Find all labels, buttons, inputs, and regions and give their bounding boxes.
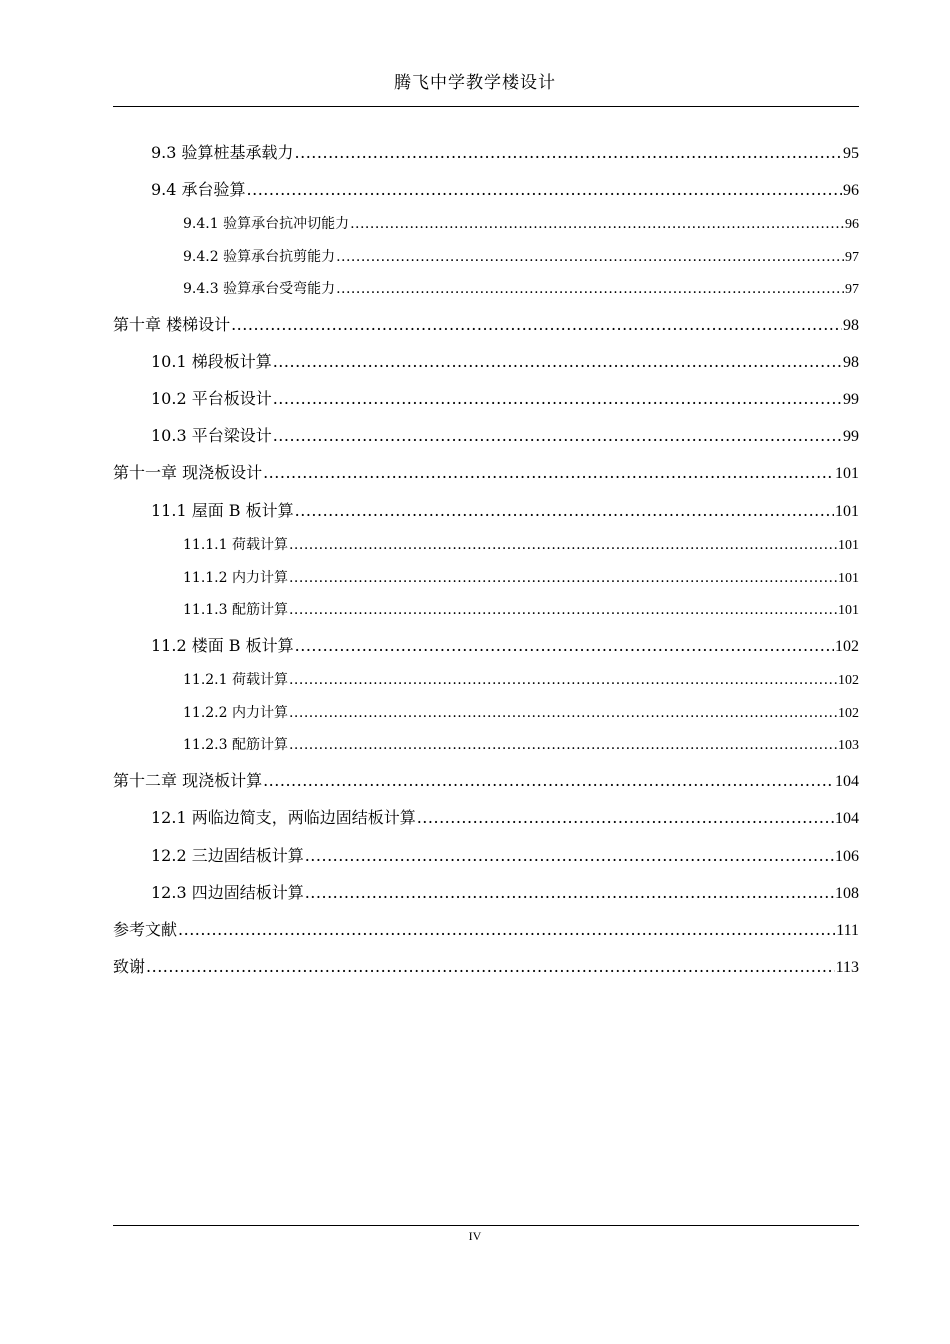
toc-entry[interactable]: [113, 278, 859, 298]
toc-entry-label: 11.1.2 内力计算: [183, 570, 288, 586]
toc-entry-page: 101: [838, 571, 859, 586]
toc-entry-label: 11.2.1 荷载计算: [183, 672, 288, 688]
toc-entry-page: 99: [843, 391, 859, 408]
toc-entry-label: 11.1 屋面 B 板计算: [151, 501, 294, 520]
toc-leader-dots: [273, 352, 842, 371]
toc-leader-dots: [417, 808, 834, 827]
toc-leader-dots: [247, 180, 842, 199]
toc-entry[interactable]: [113, 917, 859, 940]
toc-leader-dots: [350, 216, 844, 232]
toc-entry-page: 111: [836, 922, 859, 939]
toc-leader-dots: [263, 771, 834, 790]
toc-entry-label: 9.4.3 验算承台受弯能力: [183, 281, 336, 297]
toc-leader-dots: [146, 957, 835, 976]
toc-entry[interactable]: [113, 312, 859, 335]
toc-entry[interactable]: [113, 498, 859, 521]
toc-leader-dots: [178, 920, 835, 939]
toc-entry-page: 99: [843, 428, 859, 445]
header-title: 腾飞中学教学楼设计: [394, 73, 556, 93]
toc-entry-label: 12.1 两临边简支，两临边固结板计算: [151, 808, 416, 827]
toc-entry-label: 9.3 验算桩基承载力: [151, 143, 294, 162]
toc-entry-page: 113: [835, 959, 859, 976]
toc-entry[interactable]: [113, 880, 859, 903]
toc-entry-page: 98: [843, 354, 859, 371]
toc-entry-page: 97: [845, 250, 859, 265]
toc-entry-page: 106: [835, 848, 859, 865]
toc-entry-page: 108: [835, 885, 859, 902]
toc-entry[interactable]: [113, 768, 859, 791]
toc-leader-dots: [295, 501, 834, 520]
toc-leader-dots: [295, 143, 842, 162]
toc-entry-page: 104: [835, 773, 859, 790]
toc-leader-dots: [289, 570, 837, 586]
toc-entry[interactable]: [113, 140, 859, 163]
toc-entry-page: 98: [843, 317, 859, 334]
toc-leader-dots: [336, 249, 844, 265]
toc-entry-page: 101: [835, 503, 859, 520]
toc-entry-label: 参考文献: [113, 920, 178, 939]
toc-entry-page: 96: [843, 182, 859, 199]
toc-entry-page: 101: [838, 603, 859, 618]
toc-entry[interactable]: [113, 567, 859, 587]
toc-entry[interactable]: [113, 805, 859, 828]
toc-entry-label: 10.2 平台板设计: [151, 389, 272, 408]
toc-entry-page: 104: [835, 810, 859, 827]
toc-entry[interactable]: [113, 843, 859, 866]
toc-entry-label: 12.2 三边固结板计算: [151, 846, 304, 865]
toc-entry-label: 10.1 梯段板计算: [151, 352, 272, 371]
toc-leader-dots: [263, 463, 834, 482]
toc-entry-page: 101: [835, 465, 859, 482]
toc-leader-dots: [231, 315, 842, 334]
toc-entry-label: 11.2.2 内力计算: [183, 705, 288, 721]
footer-rule: [113, 1225, 859, 1226]
toc-entry-page: 102: [838, 706, 859, 721]
toc-entry-label: 第十二章 现浇板计算: [113, 771, 263, 790]
toc-entry[interactable]: [113, 177, 859, 200]
toc-entry-page: 96: [845, 217, 859, 232]
toc-leader-dots: [289, 737, 837, 753]
toc-entry-label: 第十章 楼梯设计: [113, 315, 231, 334]
toc-entry[interactable]: [113, 460, 859, 483]
toc-leader-dots: [289, 705, 837, 721]
toc-entry[interactable]: [113, 349, 859, 372]
toc-entry-page: 97: [845, 282, 859, 297]
page-number: IV: [468, 1229, 482, 1243]
toc-entry-label: 9.4.2 验算承台抗剪能力: [183, 249, 336, 265]
toc-leader-dots: [273, 389, 842, 408]
toc-leader-dots: [305, 846, 834, 865]
toc-entry-label: 10.3 平台梁设计: [151, 426, 272, 445]
toc-entry-label: 11.2.3 配筋计算: [183, 737, 288, 753]
toc-entry[interactable]: [113, 734, 859, 754]
header-rule: [113, 106, 859, 107]
toc-leader-dots: [305, 883, 834, 902]
toc-leader-dots: [289, 537, 837, 553]
toc-entry-label: 11.1.3 配筋计算: [183, 602, 288, 618]
toc-leader-dots: [289, 672, 837, 688]
toc-entry-page: 102: [838, 673, 859, 688]
toc-entry-label: 11.1.1 荷载计算: [183, 537, 288, 553]
toc-entry-label: 11.2 楼面 B 板计算: [151, 636, 294, 655]
toc-entry-label: 第十一章 现浇板设计: [113, 463, 263, 482]
toc-entry-page: 103: [838, 738, 859, 753]
toc-entry[interactable]: [113, 246, 859, 266]
toc-entry[interactable]: [113, 633, 859, 656]
toc-entry[interactable]: [113, 702, 859, 722]
toc-entry[interactable]: [113, 423, 859, 446]
toc-entry-page: 101: [838, 538, 859, 553]
toc-leader-dots: [289, 602, 837, 618]
toc-entry[interactable]: [113, 669, 859, 689]
toc-entry-label: 9.4.1 验算承台抗冲切能力: [183, 216, 350, 232]
toc-leader-dots: [273, 426, 842, 445]
toc-leader-dots: [336, 281, 844, 297]
toc-entry[interactable]: [113, 386, 859, 409]
toc-entry-label: 12.3 四边固结板计算: [151, 883, 304, 902]
toc-entry[interactable]: [113, 954, 859, 977]
toc-entry[interactable]: [113, 213, 859, 233]
toc-entry-page: 102: [835, 638, 859, 655]
toc-entry-label: 9.4 承台验算: [151, 180, 246, 199]
toc-entry[interactable]: [113, 599, 859, 619]
toc-entry-page: 95: [843, 145, 859, 162]
toc-entry-label: 致谢: [113, 957, 146, 976]
toc-leader-dots: [295, 636, 834, 655]
toc-entry[interactable]: [113, 534, 859, 554]
